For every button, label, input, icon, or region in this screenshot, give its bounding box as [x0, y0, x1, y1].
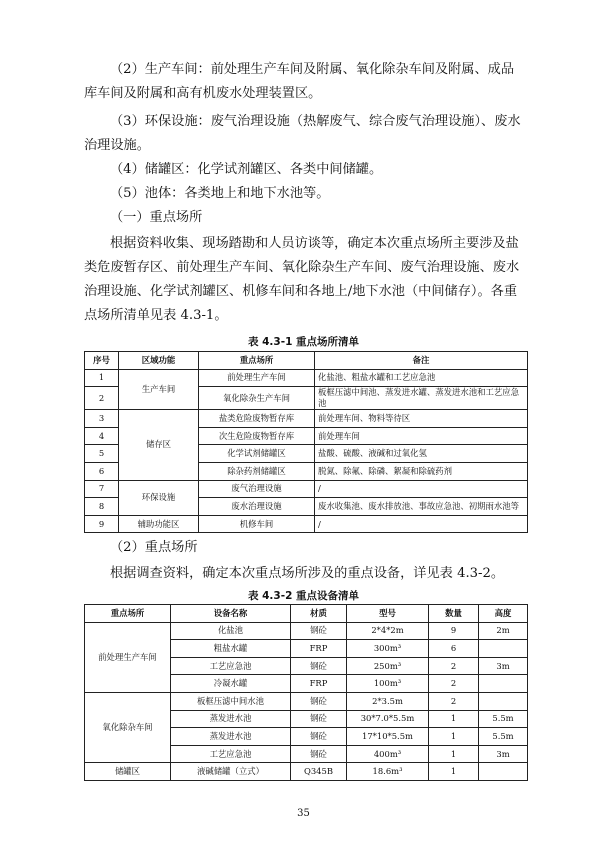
- cell-key-site: 除杂药剂储罐区: [199, 462, 315, 480]
- cell-material: 钢砼: [291, 728, 347, 746]
- cell-material: 钢砼: [291, 657, 347, 675]
- cell-equipment-name: 蒸发进水池: [171, 728, 291, 746]
- cell-key-site: 储罐区: [85, 763, 171, 781]
- cell-no: 9: [85, 515, 119, 533]
- cell-remarks: /: [315, 480, 528, 498]
- cell-no: 5: [85, 445, 119, 463]
- cell-model: 30*7.0*5.5m: [347, 710, 429, 728]
- cell-key-site: 化学试剂储罐区: [199, 445, 315, 463]
- key-sites-table: [84, 351, 528, 533]
- cell-quantity: 1: [429, 745, 479, 763]
- cell-equipment-name: 板框压滤中间水池: [171, 692, 291, 710]
- cell-remarks: 脱氮、除氟、除磷、絮凝和除硫药剂: [315, 462, 528, 480]
- paragraph-production-workshop: （2）生产车间：前处理生产车间及附属、氧化除杂车间及附属、成品库车间及附属和高有机废水处理装置区。: [84, 62, 515, 101]
- cell-no: 7: [85, 480, 119, 498]
- cell-equipment-name: 粗盐水罐: [171, 640, 291, 658]
- cell-model: 17*10*5.5m: [347, 728, 429, 746]
- cell-material: 钢砼: [291, 745, 347, 763]
- paragraph-tank-area: （4）储罐区：化学试剂罐区、各类中间储罐。: [110, 162, 383, 177]
- cell-model: 2*3.5m: [347, 692, 429, 710]
- cell-key-site: 氧化除杂生产车间: [199, 387, 315, 410]
- table-row: [85, 692, 528, 710]
- cell-area-function: 储存区: [119, 410, 199, 480]
- paragraph-pools: （5）池体：各类地上和地下水池等。: [110, 186, 330, 201]
- cell-height: 5.5m: [479, 728, 528, 746]
- cell-model: 400m³: [347, 745, 429, 763]
- table-row: [85, 480, 528, 498]
- cell-key-site: 次生危险废物暂存库: [199, 427, 315, 445]
- cell-height: [479, 675, 528, 693]
- cell-height: [479, 692, 528, 710]
- cell-equipment-name: 液碱储罐（立式）: [171, 763, 291, 781]
- table-row: [85, 369, 528, 387]
- col-header-remarks: 备注: [315, 352, 528, 370]
- cell-material: 钢砼: [291, 710, 347, 728]
- cell-quantity: 1: [429, 710, 479, 728]
- section-heading-key-sites-2: （2）重点场所: [110, 540, 198, 555]
- cell-key-site: 前处理生产车间: [85, 622, 171, 692]
- cell-quantity: 1: [429, 763, 479, 781]
- col-header-area-function: 区域功能: [119, 352, 199, 370]
- cell-no: 8: [85, 498, 119, 516]
- page-number: 35: [297, 808, 310, 819]
- cell-remarks: 板框压滤中间池、蒸发进水罐、蒸发进水池和工艺应急池: [315, 387, 528, 410]
- cell-material: Q345B: [291, 763, 347, 781]
- cell-no: 3: [85, 410, 119, 428]
- cell-height: 2m: [479, 622, 528, 640]
- cell-material: 钢砼: [291, 622, 347, 640]
- cell-remarks: 废水收集池、废水排放池、事故应急池、初期雨水池等: [315, 498, 528, 516]
- cell-model: 300m³: [347, 640, 429, 658]
- cell-material: FRP: [291, 640, 347, 658]
- table-1-caption: 表 4.3-1 重点场所清单: [247, 336, 360, 348]
- table-row: [85, 515, 528, 533]
- cell-key-site: 氧化除杂车间: [85, 692, 171, 762]
- cell-model: 18.6m³: [347, 763, 429, 781]
- cell-model: 100m³: [347, 675, 429, 693]
- table-row: [85, 763, 528, 781]
- col-header-equipment-name: 设备名称: [171, 605, 291, 623]
- section-heading-key-sites: （一）重点场所: [110, 210, 203, 225]
- cell-material: 钢砼: [291, 692, 347, 710]
- col-header-key-site: 重点场所: [199, 352, 315, 370]
- cell-remarks: 前处理车间: [315, 427, 528, 445]
- cell-key-site: 机修车间: [199, 515, 315, 533]
- cell-remarks: 盐酸、硫酸、液碱和过氧化氢: [315, 445, 528, 463]
- cell-remarks: 化盐池、粗盐水罐和工艺应急池: [315, 369, 528, 387]
- cell-model: 2*4*2m: [347, 622, 429, 640]
- cell-quantity: 9: [429, 622, 479, 640]
- cell-remarks: /: [315, 515, 528, 533]
- cell-material: FRP: [291, 675, 347, 693]
- col-header-key-site: 重点场所: [85, 605, 171, 623]
- table-row: [85, 622, 528, 640]
- table-header-row: [85, 605, 528, 623]
- cell-equipment-name: 化盐池: [171, 622, 291, 640]
- cell-key-site: 废气治理设施: [199, 480, 315, 498]
- cell-quantity: 6: [429, 640, 479, 658]
- cell-area-function: 辅助功能区: [119, 515, 199, 533]
- cell-quantity: 2: [429, 692, 479, 710]
- cell-height: [479, 640, 528, 658]
- paragraph-key-sites-intro: 根据资料收集、现场踏勘和人员访谈等，确定本次重点场所主要涉及盐类危废暂存区、前处理生产车间、氧化除杂生产车间、废气治理设施、废水治理设施、化学试剂罐区、机修车间和各地上/地下水池（中间储存）。各重点场所清单见表 4.3-1。: [84, 236, 520, 323]
- table-2-caption: 表 4.3-2 重点设备清单: [247, 590, 360, 602]
- cell-no: 2: [85, 387, 119, 410]
- cell-no: 4: [85, 427, 119, 445]
- cell-key-site: 前处理生产车间: [199, 369, 315, 387]
- paragraph-key-equipment-intro: 根据调查资料，确定本次重点场所涉及的重点设备，详见表 4.3-2。: [110, 566, 505, 581]
- key-equipment-table: [84, 604, 528, 781]
- cell-no: 1: [85, 369, 119, 387]
- cell-model: 250m³: [347, 657, 429, 675]
- col-header-quantity: 数量: [429, 605, 479, 623]
- cell-quantity: 2: [429, 675, 479, 693]
- table-header-row: [85, 352, 528, 370]
- cell-equipment-name: 蒸发进水池: [171, 710, 291, 728]
- cell-key-site: 废水治理设施: [199, 498, 315, 516]
- cell-equipment-name: 工艺应急池: [171, 745, 291, 763]
- cell-quantity: 1: [429, 728, 479, 746]
- cell-quantity: 2: [429, 657, 479, 675]
- cell-equipment-name: 冷凝水罐: [171, 675, 291, 693]
- col-header-model: 型号: [347, 605, 429, 623]
- cell-area-function: 生产车间: [119, 369, 199, 410]
- col-header-no: 序号: [85, 352, 119, 370]
- cell-height: 3m: [479, 745, 528, 763]
- cell-height: [479, 763, 528, 781]
- cell-height: 3m: [479, 657, 528, 675]
- cell-key-site: 盐类危险废物暂存库: [199, 410, 315, 428]
- paragraph-environmental-facilities: （3）环保设施：废气治理设施（热解废气、综合废气治理设施）、废水治理设施。: [84, 114, 521, 153]
- col-header-height: 高度: [479, 605, 528, 623]
- cell-remarks: 前处理车间、物料等待区: [315, 410, 528, 428]
- cell-no: 6: [85, 462, 119, 480]
- cell-equipment-name: 工艺应急池: [171, 657, 291, 675]
- col-header-material: 材质: [291, 605, 347, 623]
- table-row: [85, 410, 528, 428]
- cell-height: 5.5m: [479, 710, 528, 728]
- cell-area-function: 环保设施: [119, 480, 199, 515]
